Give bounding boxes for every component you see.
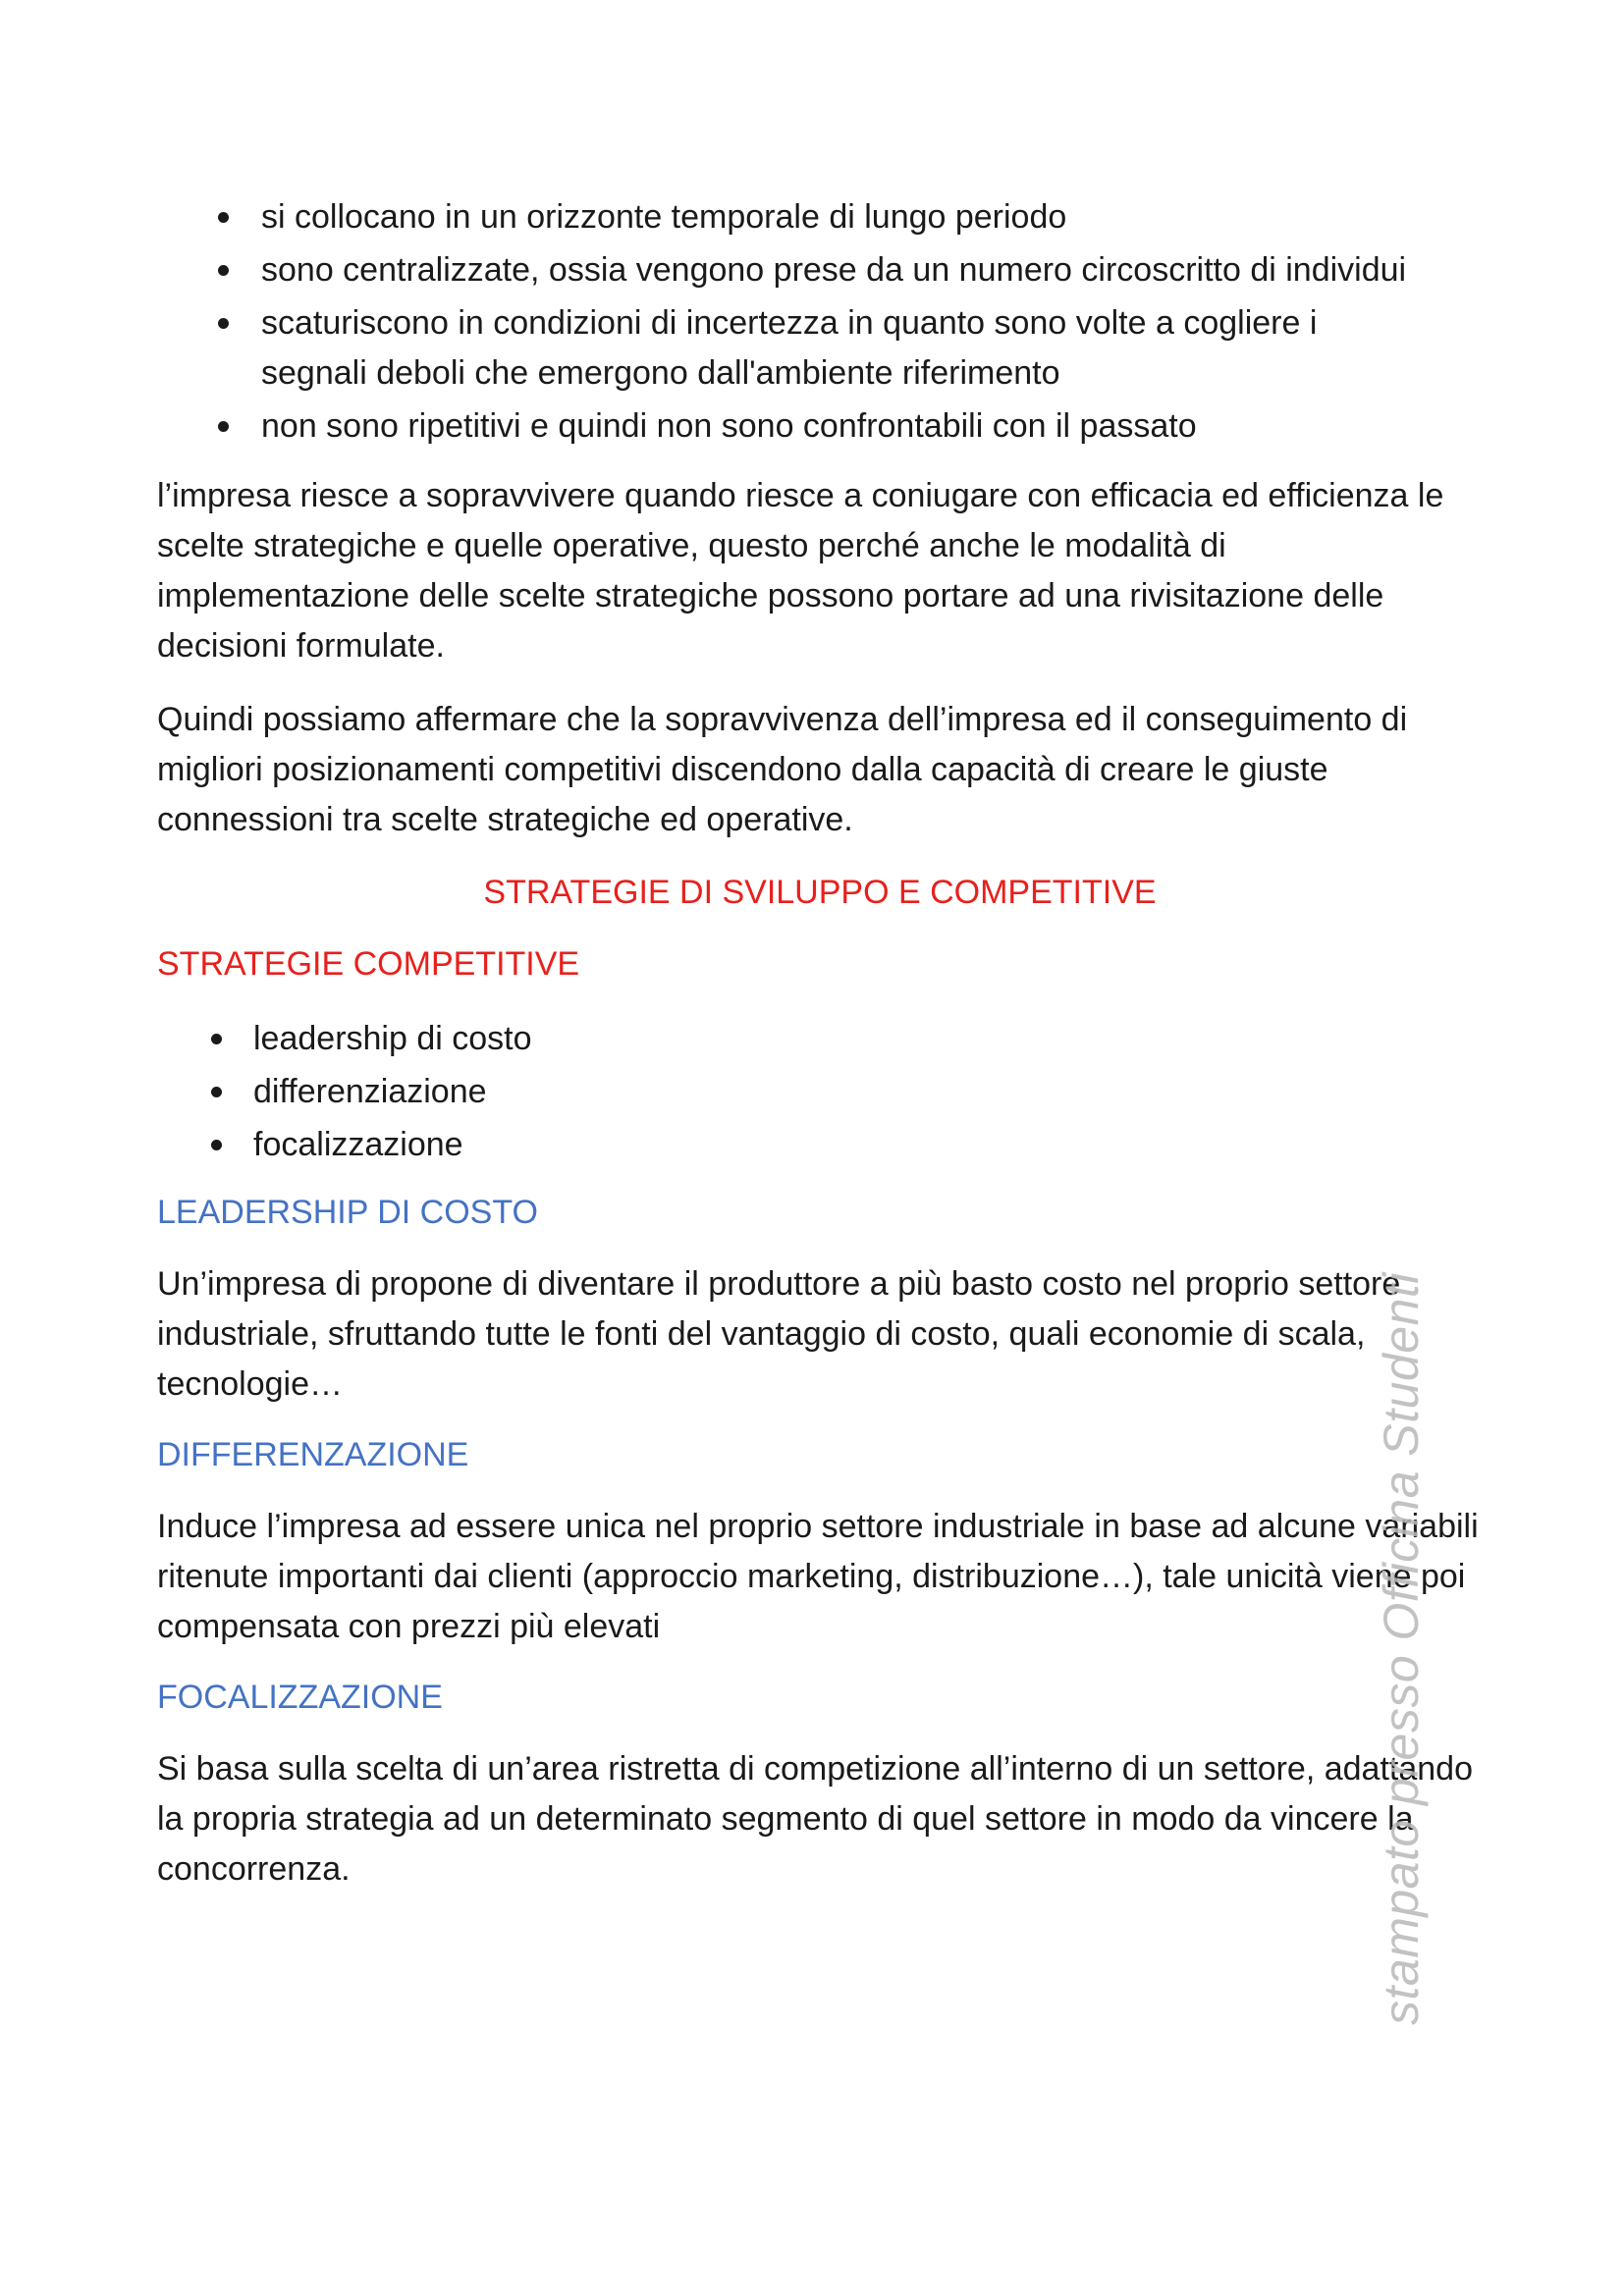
intro-bullet-list [157,192,1483,452]
list-item: si collocano in un orizzonte temporale di lungo periodo [157,192,1483,242]
list-item: non sono ripetitivi e quindi non sono confrontabili con il passato [157,401,1483,452]
heading-focus: FOCALIZZAZIONE [157,1679,443,1716]
text-cost-leadership: Un’impresa di propone di diventare il produttore a più basto costo nel proprio settore industriale, sfruttando tutte le fonti del vantaggio di costo, quali economie di scala, tecnologie… [157,1265,1401,1403]
list-item: leadership di costo [157,1014,1483,1064]
text-focus: Si basa sulla scelta di un’area ristretta di competizione all’interno di un settore, adattando la propria strategia ad un determinato segmento di quel settore in modo da vincere la concorrenza. [157,1750,1473,1888]
section-title: STRATEGIE DI SVILUPPO E COMPETITIVE [483,874,1157,911]
list-item: scaturiscono in condizioni di incertezza in quanto sono volte a cogliere i segnali deboli che emergono dall'ambiente riferimento [157,298,1483,399]
competitive-bullet-list [157,1014,1483,1170]
page-content [157,192,1483,1895]
paragraph-conclusion: Quindi possiamo affermare che la sopravvivenza dell’impresa ed il conseguimento di migliori posizionamenti competitivi discendono dalla capacità di creare le giuste connessioni tra scelte strategiche ed operative. [157,701,1408,838]
heading-cost-leadership: LEADERSHIP DI COSTO [157,1194,538,1231]
paragraph-survival: l’impresa riesce a sopravvivere quando riesce a coniugare con efficacia ed efficienza le scelte strategiche e quelle operative, questo perché anche le modalità di implementazione delle scelte strategiche possono portare ad una rivisitazione delle decisioni formulate. [157,477,1444,665]
watermark: stampato presso Officina Studenti [1374,1272,1429,2025]
competitive-heading: STRATEGIE COMPETITIVE [157,945,580,983]
list-item: differenziazione [157,1067,1483,1117]
list-item: focalizzazione [157,1120,1483,1170]
text-differentiation: Induce l’impresa ad essere unica nel proprio settore industriale in base ad alcune variabili ritenute importanti dai clienti (approccio marketing, distribuzione…), tale unicità viene poi compensata con prezzi più elevati [157,1508,1479,1645]
list-item: sono centralizzate, ossia vengono prese da un numero circoscritto di individui [157,245,1483,295]
heading-differentiation: DIFFERENZAZIONE [157,1436,469,1473]
